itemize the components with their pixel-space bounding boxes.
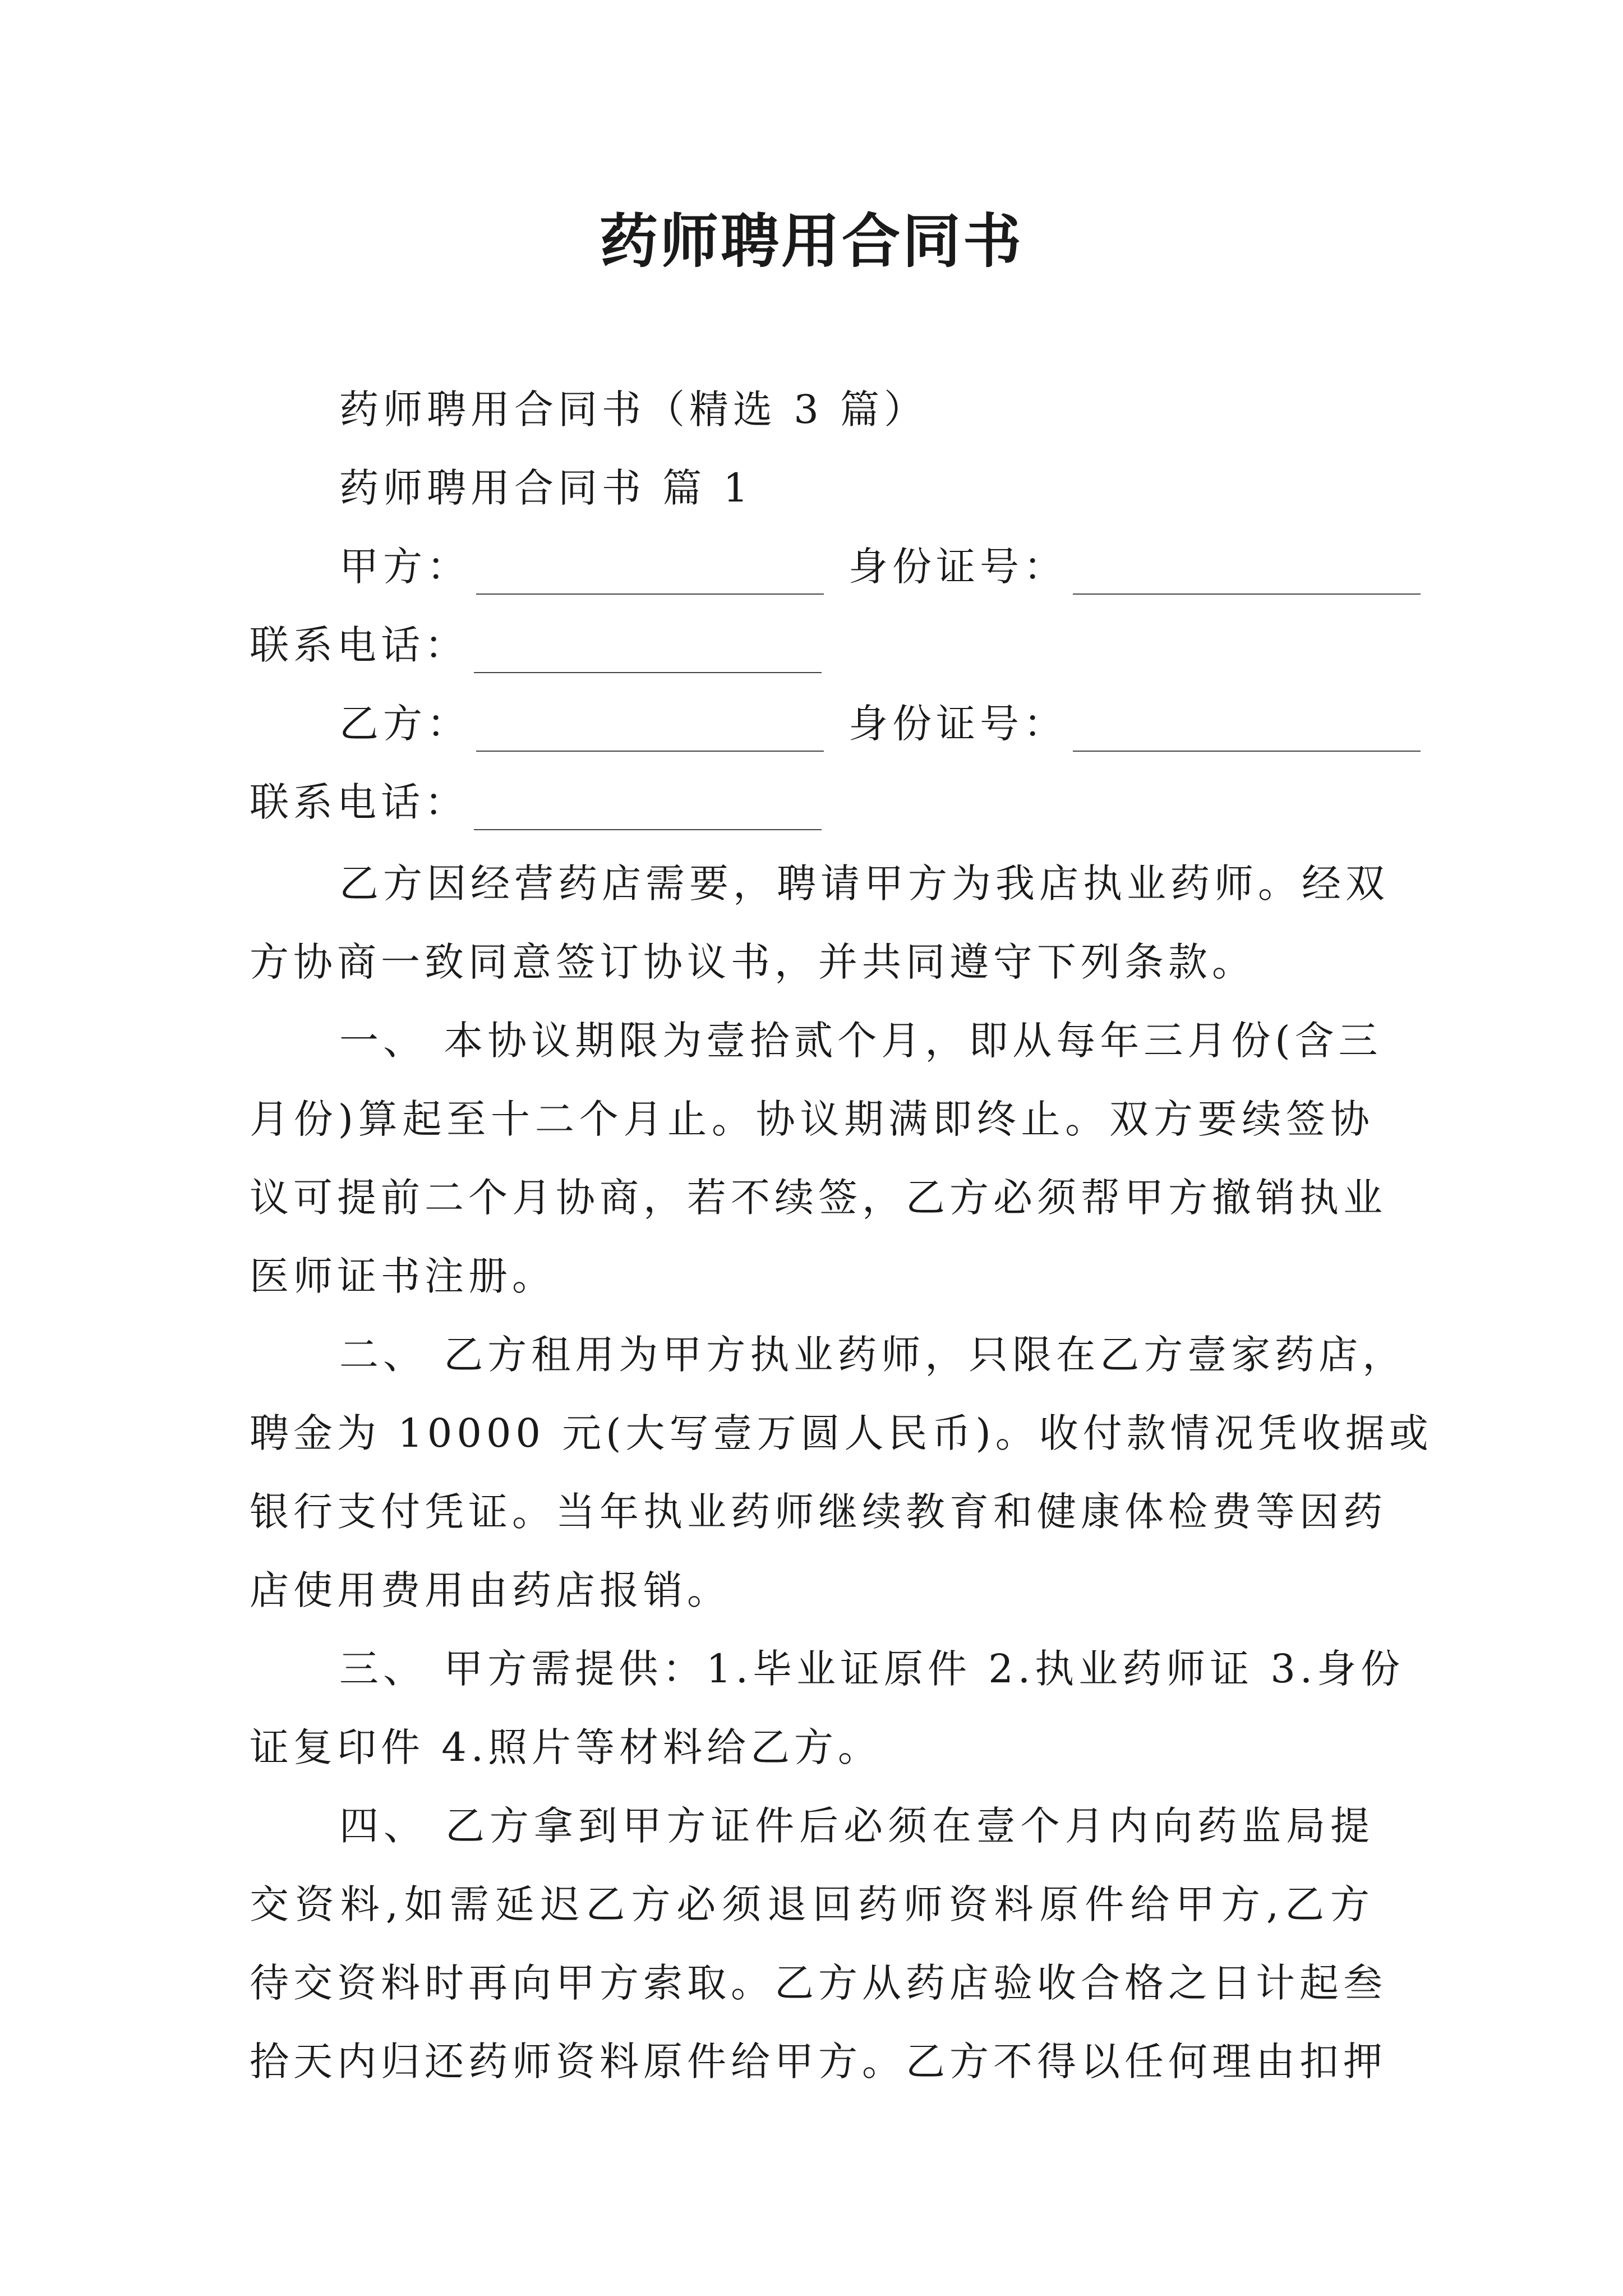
clause-1-line: 一、 本协议期限为壹拾贰个月，即从每年三月份(含三 xyxy=(339,1018,1382,1064)
party-b-row xyxy=(339,696,1421,752)
party-b-label: 乙方： xyxy=(339,701,471,747)
clause-4-line: 四、 乙方拿到甲方证件后必须在壹个月内向药监局提 xyxy=(339,1803,1374,1849)
party-a-id-label: 身份证号： xyxy=(849,544,1067,590)
party-a-row xyxy=(339,539,1421,595)
clause-3-line: 三、 甲方需提供：1.毕业证原件 2.执业药师证 3.身份 xyxy=(339,1646,1405,1692)
clause-2-line: 店使用费用由药店报销。 xyxy=(250,1567,731,1613)
party-b-name-field[interactable] xyxy=(476,711,824,752)
party-a-phone-field[interactable] xyxy=(474,633,822,673)
subtitle: 药师聘用合同书（精选 3 篇） xyxy=(339,386,928,432)
party-a-name-field[interactable] xyxy=(476,554,824,595)
clause-2-line: 聘金为 10000 元(大写壹万圆人民币)。收付款情况凭收据或 xyxy=(250,1410,1433,1456)
clause-2-line: 银行支付凭证。当年执业药师继续教育和健康体检费等因药 xyxy=(250,1489,1387,1535)
clause-4-line: 拾天内归还药师资料原件给甲方。乙方不得以任何理由扣押 xyxy=(250,2039,1387,2085)
body-line: 乙方因经营药店需要，聘请甲方为我店执业药师。经双 xyxy=(339,861,1389,907)
party-a-phone-label: 联系电话： xyxy=(250,622,468,668)
party-b-phone-row xyxy=(250,774,822,830)
clause-1-line: 议可提前二个月协商，若不续签，乙方必须帮甲方撤销执业 xyxy=(250,1175,1387,1221)
party-a-label: 甲方： xyxy=(339,544,471,590)
document-title: 药师聘用合同书 xyxy=(599,206,1023,275)
party-b-id-label: 身份证号： xyxy=(849,701,1067,747)
party-b-id-field[interactable] xyxy=(1073,711,1421,752)
party-b-phone-label: 联系电话： xyxy=(250,779,468,825)
section-heading: 药师聘用合同书 篇 1 xyxy=(339,465,753,511)
party-a-phone-row xyxy=(250,617,822,673)
body-line: 方协商一致同意签订协议书，并共同遵守下列条款。 xyxy=(250,939,1256,985)
clause-3-line: 证复印件 4.照片等材料给乙方。 xyxy=(250,1724,882,1770)
clause-2-line: 二、 乙方租用为甲方执业药师，只限在乙方壹家药店， xyxy=(339,1332,1407,1378)
clause-4-line: 待交资料时再向甲方索取。乙方从药店验收合格之日计起叁 xyxy=(250,1960,1387,2006)
clause-1-line: 医师证书注册。 xyxy=(250,1253,556,1299)
clause-4-line: 交资料,如需延迟乙方必须退回药师资料原件给甲方,乙方 xyxy=(250,1881,1374,1927)
party-b-phone-field[interactable] xyxy=(474,790,822,830)
clause-1-line: 月份)算起至十二个月止。协议期满即终止。双方要续签协 xyxy=(250,1096,1374,1142)
party-a-id-field[interactable] xyxy=(1073,554,1421,595)
